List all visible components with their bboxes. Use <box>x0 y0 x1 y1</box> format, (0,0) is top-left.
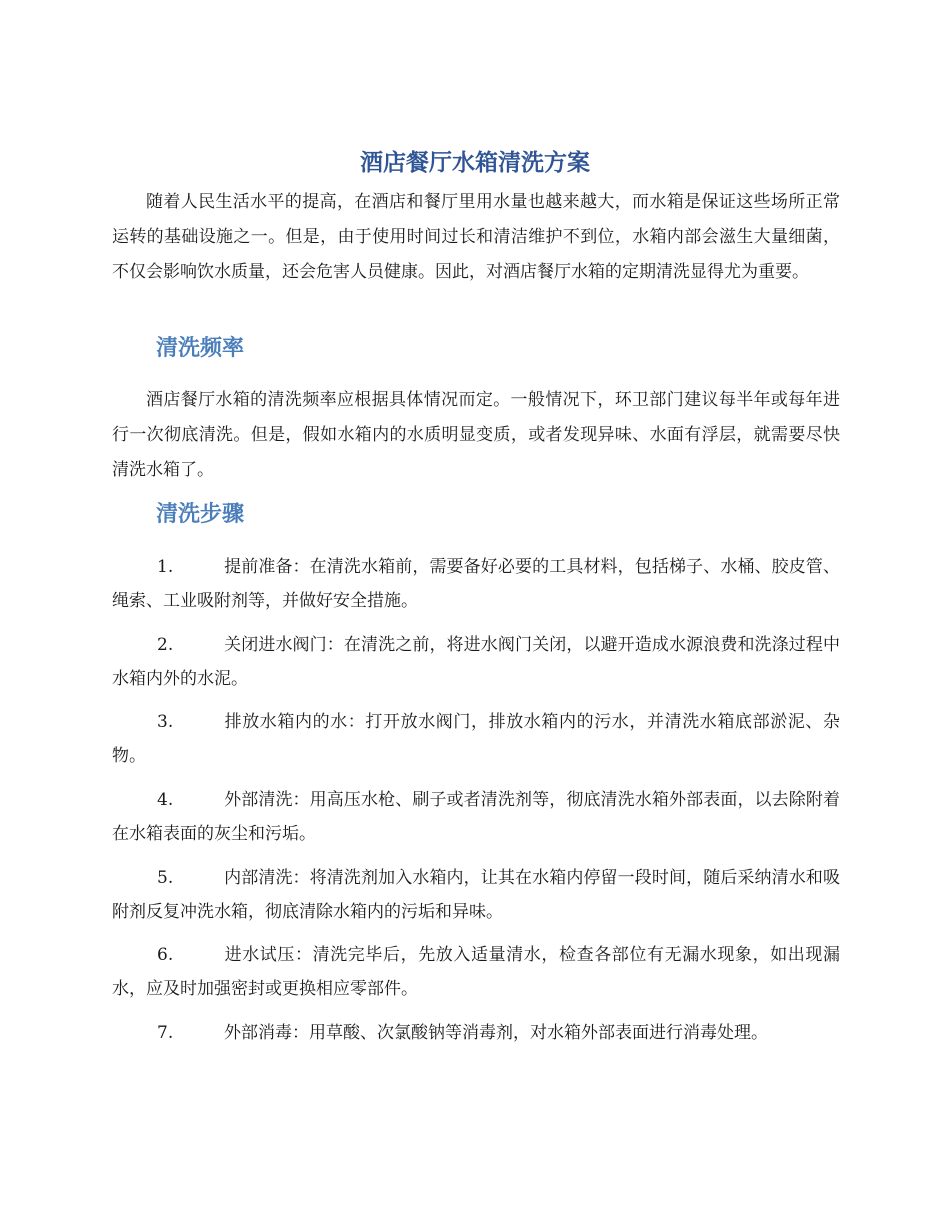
section-heading-frequency: 清洗频率 <box>156 336 245 361</box>
step-item <box>112 705 840 773</box>
step-text: 关闭进水阀门：在清洗之前，将进水阀门关闭，以避开造成水源浪费和洗涤过程中水箱内外的水泥。 <box>112 635 840 689</box>
step-text: 外部消毒：用草酸、次氯酸钠等消毒剂，对水箱外部表面进行消毒处理。 <box>224 1023 768 1043</box>
step-number: 4. <box>157 790 174 810</box>
step-number: 6. <box>157 945 174 965</box>
step-number: 1. <box>157 557 174 577</box>
step-text: 提前准备：在清洗水箱前，需要备好必要的工具材料，包括梯子、水桶、胶皮管、绳索、工业吸附剂等，并做好安全措施。 <box>112 557 840 611</box>
step-text: 排放水箱内的水：打开放水阀门，排放水箱内的污水，并清洗水箱底部淤泥、杂物。 <box>112 712 840 766</box>
step-number: 2. <box>157 635 174 655</box>
step-text: 内部清洗：将清洗剂加入水箱内，让其在水箱内停留一段时间，随后采纳清水和吸附剂反复冲洗水箱，彻底清除水箱内的污垢和异味。 <box>112 868 840 922</box>
frequency-paragraph: 酒店餐厅水箱的清洗频率应根据具体情况而定。一般情况下，环卫部门建议每半年或每年进行一次彻底清洗。但是，假如水箱内的水质明显变质，或者发现异味、水面有浮层，就需要尽快清洗水箱了。 <box>112 390 840 480</box>
step-text: 进水试压：清洗完毕后，先放入适量清水，检查各部位有无漏水现象，如出现漏水，应及时加强密封或更换相应零部件。 <box>112 945 840 999</box>
intro-paragraph: 随着人民生活水平的提高，在酒店和餐厅里用水量也越来越大，而水箱是保证这些场所正常运转的基础设施之一。但是，由于使用时间过长和清洁维护不到位，水箱内部会滋生大量细菌，不仅会影响饮水质量，还会危害人员健康。因此，对酒店餐厅水箱的定期清洗显得尤为重要。 <box>112 192 840 282</box>
step-number: 5. <box>157 868 174 888</box>
step-item <box>112 1016 840 1050</box>
step-item <box>112 938 840 1006</box>
step-item <box>112 861 840 929</box>
step-number: 3. <box>157 712 174 732</box>
step-item <box>112 783 840 851</box>
step-item <box>112 628 840 696</box>
step-text: 外部清洗：用高压水枪、刷子或者清洗剂等，彻底清洗水箱外部表面，以去除附着在水箱表面的灰尘和污垢。 <box>112 790 840 844</box>
step-number: 7. <box>157 1023 174 1043</box>
document-title: 酒店餐厅水箱清洗方案 <box>360 150 590 176</box>
section-heading-steps: 清洗步骤 <box>156 502 245 527</box>
step-item <box>112 550 840 618</box>
